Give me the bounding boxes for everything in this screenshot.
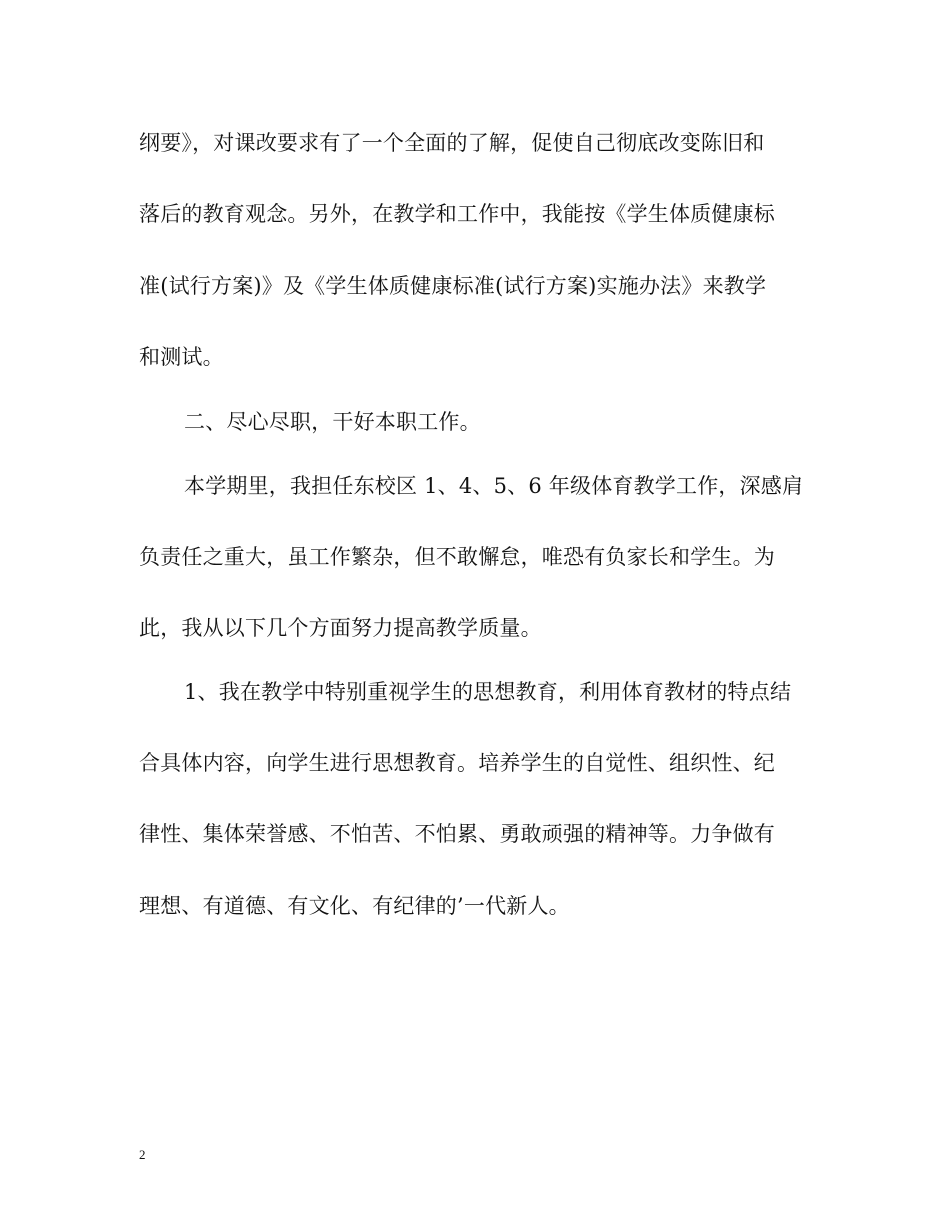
text-line: 准(试行方案)》及《学生体质健康标准(试行方案)实施办法》来教学	[139, 274, 767, 298]
paragraph-start-line: 本学期里，我担任东校区 1、4、5、6 年级体育教学工作，深感肩	[184, 474, 804, 498]
text-line: 律性、集体荣誉感、不怕苦、不怕累、勇敢顽强的精神等。力争做有	[139, 822, 775, 846]
text-line: 此，我从以下几个方面努力提高教学质量。	[139, 616, 542, 640]
page-number: 2	[139, 1147, 146, 1162]
text-line: 纲要》，对课改要求有了一个全面的了解，促使自己彻底改变陈旧和	[139, 131, 765, 155]
section-heading: 二、尽心尽职，干好本职工作。	[184, 410, 481, 434]
paragraph-start-line: 1、我在教学中特别重视学生的思想教育，利用体育教材的特点结	[184, 680, 792, 704]
text-line: 负责任之重大，虽工作繁杂，但不敢懈怠，唯恐有负家长和学生。为	[139, 545, 775, 569]
text-line: 理想、有道德、有文化、有纪律的’一代新人。	[139, 894, 570, 918]
text-line: 和测试。	[139, 345, 224, 369]
text-line: 合具体内容，向学生进行思想教育。培养学生的自觉性、组织性、纪	[139, 751, 775, 775]
text-line: 落后的教育观念。另外，在教学和工作中，我能按《学生体质健康标	[139, 202, 775, 226]
